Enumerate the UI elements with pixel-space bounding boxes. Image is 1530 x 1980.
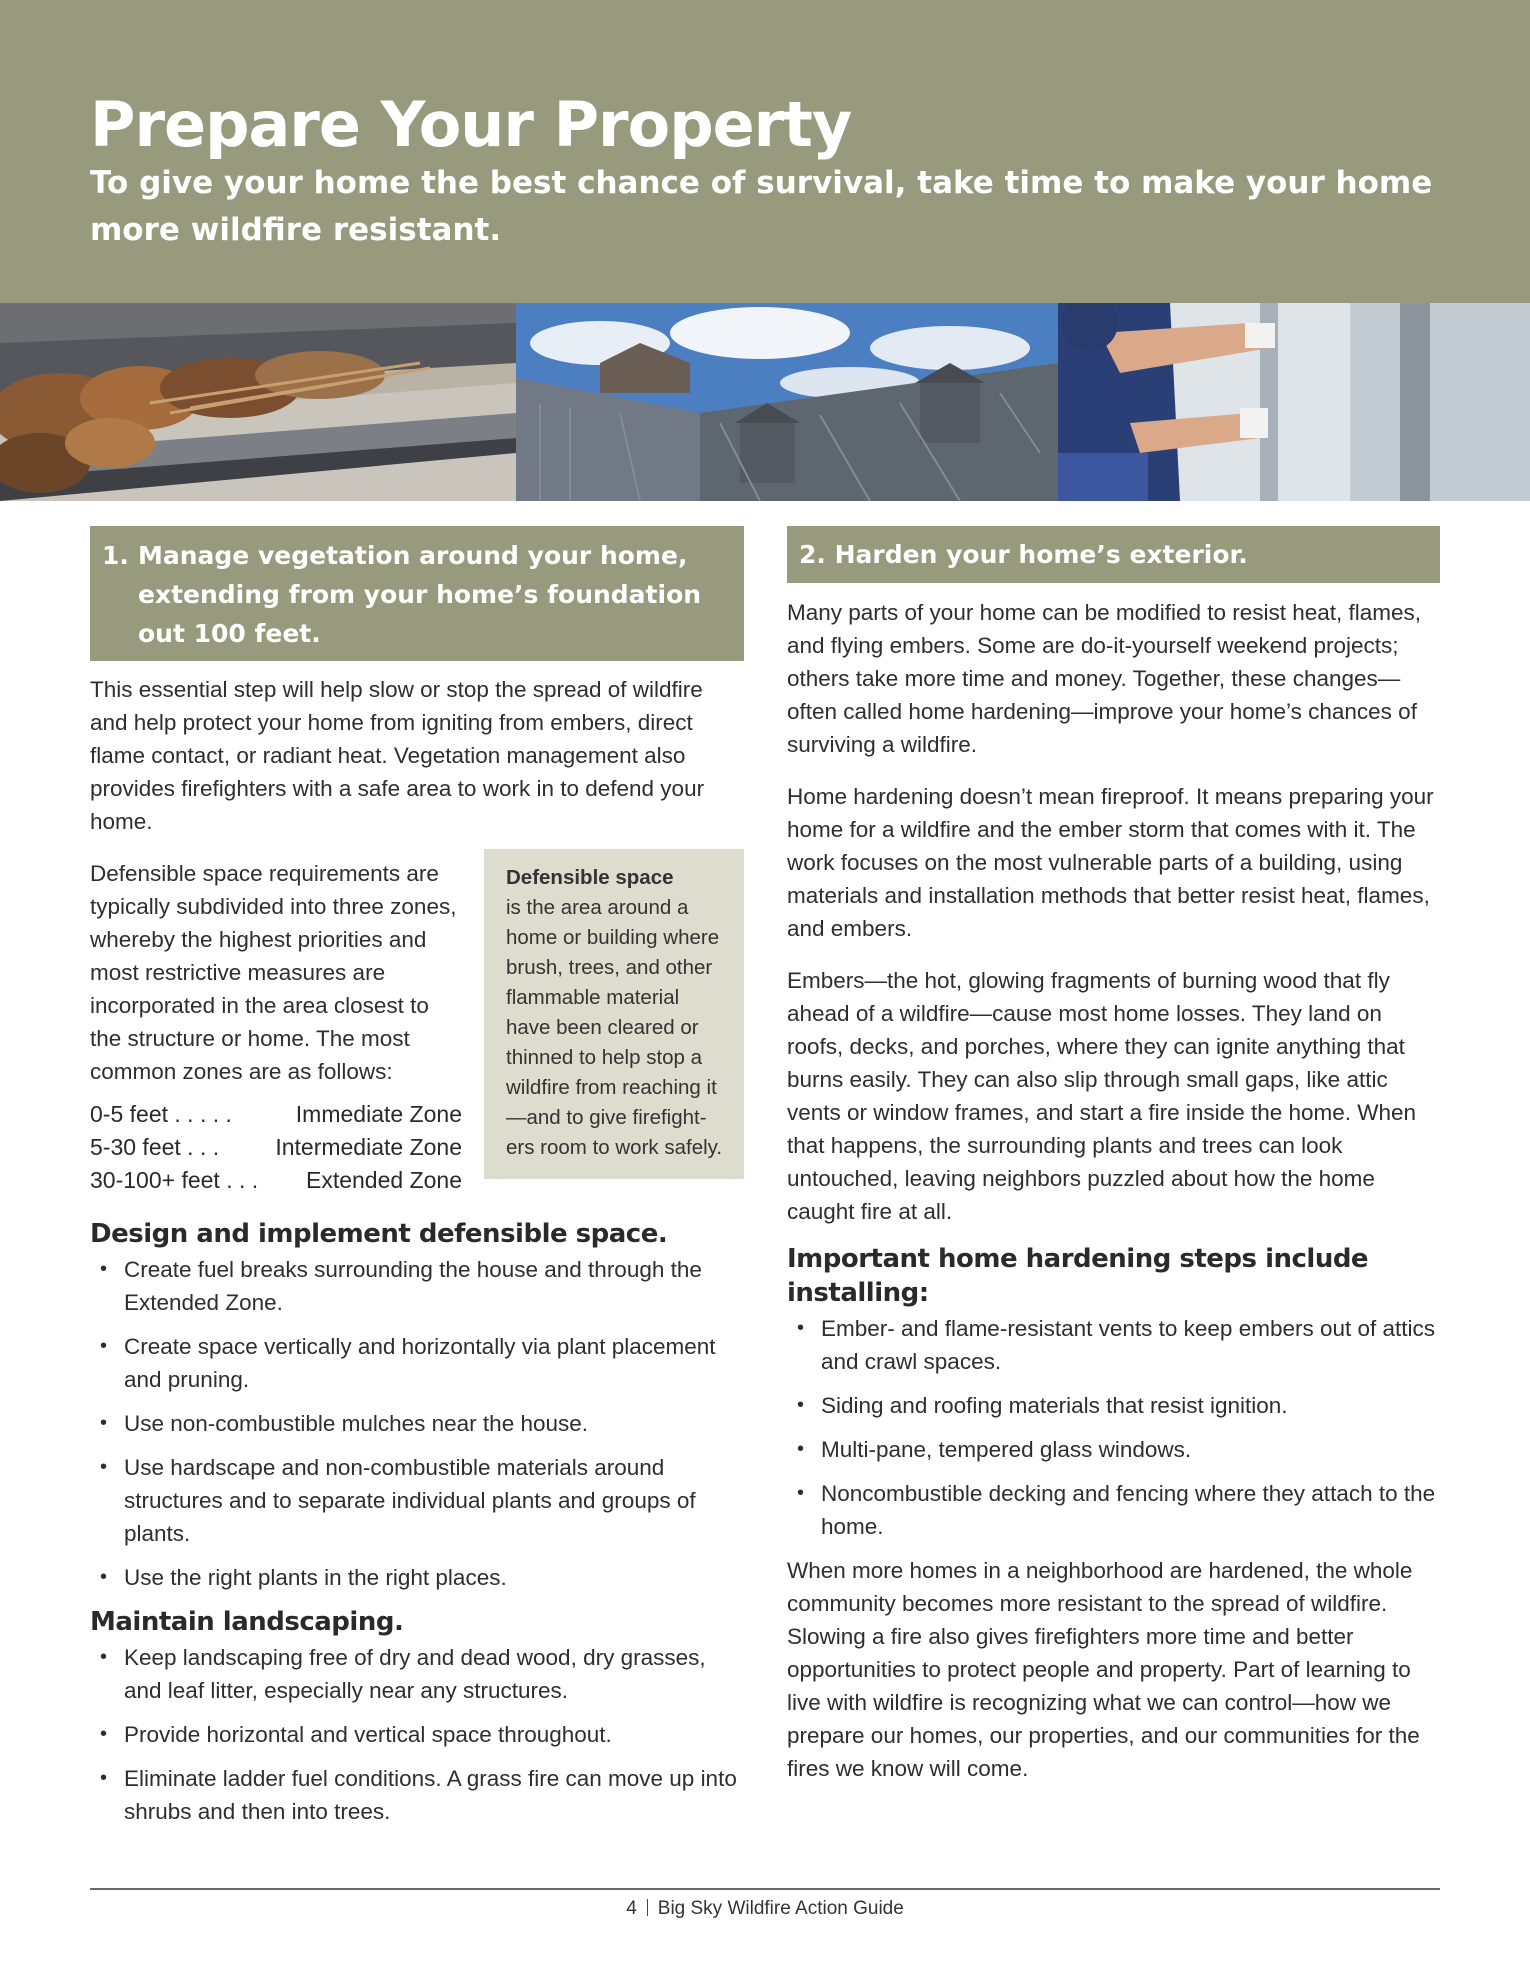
- zone-range: 0-5 feet . . . . .: [90, 1101, 232, 1127]
- list-item: [90, 1718, 744, 1751]
- bullet-icon: •: [100, 1335, 108, 1357]
- closing-paragraph: When more homes in a neighborhood are hardened, the whole community becomes more resistant to the spread of wildfire. Slowing a fire also gives firefighters more time and better opportunities to protect people and property. Part of learning to live with wildfire is recognizing what we can control—how we prepare our homes, our properties, and our communities for the fires we know will come.: [787, 1558, 1420, 1781]
- list-item-text: Create fuel breaks surrounding the house and through the Extended Zone.: [124, 1257, 702, 1315]
- section-title: Manage vegetation around your home, extending from your home’s foundation out 100 feet.: [138, 541, 702, 648]
- photo-band: [0, 303, 1530, 501]
- bullet-icon: •: [100, 1723, 108, 1745]
- zone-range: 5-30 feet . . .: [90, 1134, 220, 1160]
- section-title: Harden your home’s exterior.: [834, 540, 1248, 569]
- list-item-text: Use the right plants in the right places.: [124, 1565, 507, 1590]
- zone-table: [90, 1098, 462, 1197]
- list-item: [90, 1451, 744, 1550]
- list-item-text: Provide horizontal and vertical space throughout.: [124, 1722, 612, 1747]
- list-item: [90, 1407, 744, 1440]
- list-item-text: Create space vertically and horizontally via plant placement and pruning.: [124, 1334, 716, 1392]
- zones-row: [90, 857, 744, 1197]
- left-column: [90, 526, 744, 1839]
- list-item-text: Use hardscape and non-combustible materials around structures and to separate individual plants and groups of plants.: [124, 1455, 696, 1546]
- right-column: [787, 526, 1440, 1785]
- intro-paragraph: This essential step will help slow or stop the spread of wildfire and help protect your home from igniting from embers, direct flame contact, or radiant heat. Vegetation management also provides firefighters with a safe area to work in to defend your home.: [90, 677, 705, 834]
- zones-block: [90, 857, 462, 1197]
- section-number: 1.: [102, 541, 129, 570]
- footer-separator: [647, 1899, 648, 1916]
- list-item-text: Eliminate ladder fuel conditions. A grass fire can move up into shrubs and then into trees.: [124, 1766, 737, 1824]
- zone-row: [90, 1164, 462, 1197]
- metal-roof-photo: [516, 303, 1058, 501]
- page-footer: [0, 1898, 1530, 1920]
- steps-heading: Important home hardening steps include installing:: [787, 1244, 1369, 1308]
- list-item: [90, 1561, 744, 1594]
- page-subtitle: To give your home the best chance of survival, take time to make your home more wildfire resistant.: [90, 165, 1433, 248]
- section-heading-vegetation: [90, 526, 744, 661]
- page-title: Prepare Your Property: [90, 88, 852, 161]
- header-banner: [0, 0, 1530, 303]
- list-item-text: Noncombustible decking and fencing where they attach to the home.: [821, 1481, 1436, 1539]
- list-item-text: Ember- and flame-resistant vents to keep embers out of attics and crawl spaces.: [821, 1316, 1436, 1374]
- section-number: 2.: [799, 540, 826, 569]
- zone-row: [90, 1098, 462, 1131]
- design-list: [90, 1253, 744, 1594]
- maintain-heading: Maintain landscaping.: [90, 1607, 404, 1637]
- list-item: [90, 1762, 744, 1828]
- steps-list: [787, 1312, 1440, 1543]
- bullet-icon: •: [100, 1412, 108, 1434]
- list-item: [90, 1330, 744, 1396]
- list-item: [787, 1477, 1440, 1543]
- gutter-debris-photo: [0, 303, 516, 501]
- callout-text: is the area around a home or building where brush, trees, and other flammable material have been cleared or thinned to help stop a wildfire from reaching it—and to give firefight-ers room to work safely.: [506, 896, 723, 1159]
- publication-title: Big Sky Wildfire Action Guide: [657, 1898, 904, 1919]
- bullet-icon: •: [100, 1456, 108, 1478]
- body-paragraph: Embers—the hot, glowing fragments of burning wood that fly ahead of a wildfire—cause most home losses. They land on roofs, decks, and porches, where they can ignite anything that burns easily. They can also slip through small gaps, like attic vents or window frames, and start a fire inside the home. When that happens, the surrounding plants and trees can look untouched, leaving neighbors puzzled about how the home caught fire at all.: [787, 968, 1417, 1224]
- list-item: [90, 1253, 744, 1319]
- bullet-icon: •: [100, 1258, 108, 1280]
- bullet-icon: •: [797, 1394, 805, 1416]
- list-item: [787, 1312, 1440, 1378]
- list-item-text: Siding and roofing materials that resist ignition.: [821, 1393, 1288, 1418]
- zones-intro: Defensible space requirements are typically subdivided into three zones, whereby the highest priorities and most restrictive measures are incorporated in the area closest to the structure or home. The most common zones are as follows:: [90, 861, 457, 1084]
- callout-term: Defensible space: [506, 866, 674, 889]
- section-heading-hardening: [787, 526, 1440, 583]
- list-item-text: Keep landscaping free of dry and dead wood, dry grasses, and leaf litter, especially near any structures.: [124, 1645, 706, 1703]
- list-item: [787, 1389, 1440, 1422]
- list-item-text: Use non-combustible mulches near the house.: [124, 1411, 589, 1436]
- zone-name: Extended Zone: [305, 1167, 462, 1193]
- bullet-icon: •: [100, 1566, 108, 1588]
- maintain-list: [90, 1641, 744, 1828]
- body-paragraph: Many parts of your home can be modified to resist heat, flames, and flying embers. Some are do-it-yourself weekend projects; others take more time and money. Together, these changes—often called home hardening—improve your home’s chances of surviving a wildfire.: [787, 600, 1422, 757]
- list-item: [787, 1433, 1440, 1466]
- zone-name: Intermediate Zone: [275, 1134, 462, 1160]
- bullet-icon: •: [100, 1646, 108, 1668]
- zone-name: Immediate Zone: [295, 1101, 462, 1127]
- zone-row: [90, 1131, 462, 1164]
- list-item-text: Multi-pane, tempered glass windows.: [821, 1437, 1192, 1462]
- bullet-icon: •: [797, 1317, 805, 1339]
- window-installer-photo: [1058, 303, 1530, 501]
- page-number: 4: [626, 1898, 637, 1919]
- footer-divider: [90, 1888, 1440, 1890]
- body-paragraph: Home hardening doesn’t mean fireproof. It means preparing your home for a wildfire and the ember storm that comes with it. The work focuses on the most vulnerable parts of a building, using materials and installation methods that better resist heat, flames, and embers.: [787, 784, 1434, 941]
- list-item: [90, 1641, 744, 1707]
- bullet-icon: •: [797, 1438, 805, 1460]
- bullet-icon: •: [100, 1767, 108, 1789]
- bullet-icon: •: [797, 1482, 805, 1504]
- design-heading: Design and implement defensible space.: [90, 1219, 668, 1249]
- defensible-space-callout: [484, 849, 744, 1179]
- zone-range: 30-100+ feet . . .: [90, 1167, 259, 1193]
